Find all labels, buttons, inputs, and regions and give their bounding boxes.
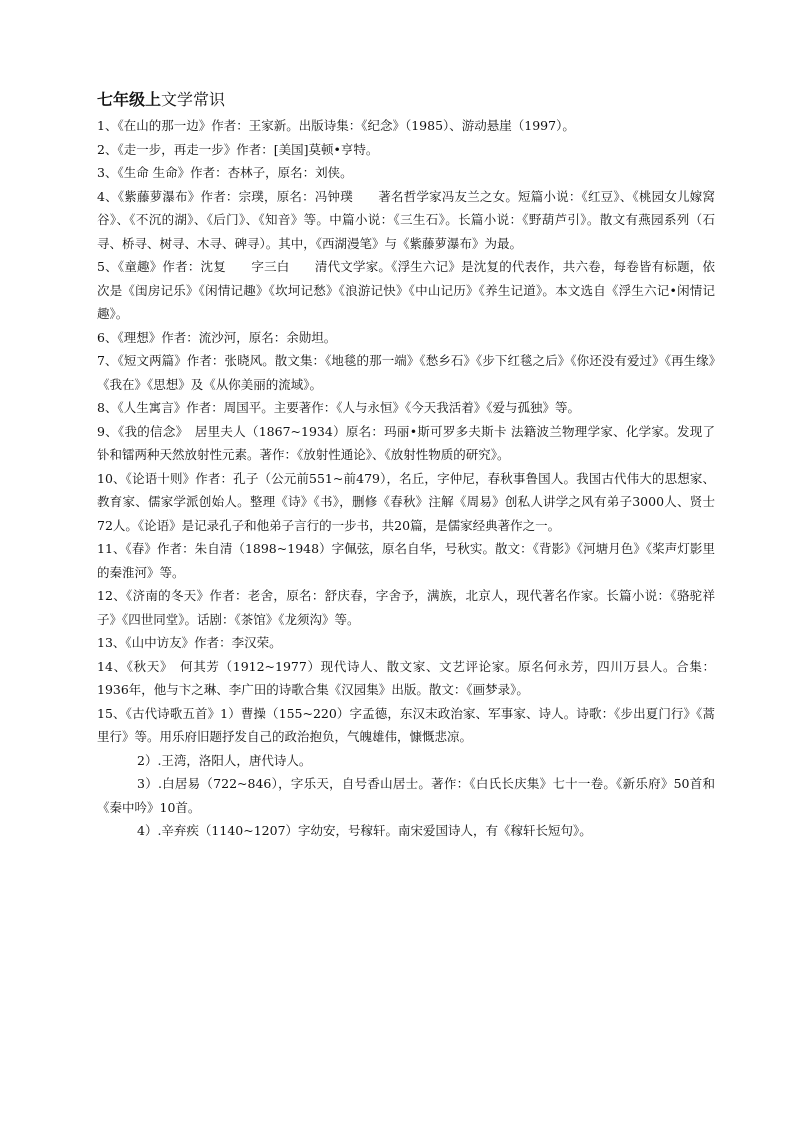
entry-15: 15、《古代诗歌五首》1）曹操（155~220）字孟德，东汉末政治家、军事家、诗人。诗歌：《步出夏门行》《蒿里行》等。用乐府旧题抒发自己的政治抱负，气魄雄伟，慷慨悲凉。 [97, 705, 715, 744]
entry-7: 7、《短文两篇》作者：张晓风。散文集：《地毯的那一端》《愁乡石》《步下红毯之后》《你还没有爱过》《再生缘》《我在》《思想》及《从你美丽的流域》。 [97, 353, 715, 392]
entry-1: 1、《在山的那一边》作者：王家新。出版诗集：《纪念》（1985）、游动悬崖（1997）。 [97, 118, 575, 133]
sub-item-4: 4）.辛弃疾（1140~1207）字幼安，号稼轩。南宋爱国诗人，有《稼轩长短句》。 [137, 823, 592, 838]
entry-3: 3、《生命 生命》作者：杏林子，原名：刘侠。 [97, 165, 353, 180]
entry-5: 5、《童趣》作者：沈复 字三白 清代文学家。《浮生六记》是沈复的代表作，共六卷，每卷皆有标题，依次是《闺房记乐》《闲情记趣》《坎坷记愁》《浪游记快》《中山记历》《养生记道》。本文选自《浮生六记•闲情记趣》。 [97, 259, 715, 321]
entry-13: 13、《山中访友》作者：李汉荣。 [97, 635, 282, 650]
sub-item-3: 3）.白居易（722~846），字乐天，自号香山居士。著作：《白氏长庆集》七十一卷。《新乐府》50首和《秦中吟》10首。 [97, 776, 715, 815]
page-title-bold: 七年级上 [97, 90, 162, 109]
entry-12: 12、《济南的冬天》作者：老舍，原名：舒庆春，字舍予，满族，北京人，现代著名作家。长篇小说：《骆驼祥子》《四世同堂》。话剧：《茶馆》《龙须沟》等。 [97, 588, 715, 627]
document-body [97, 88, 715, 843]
entry-9: 9、《我的信念》 居里夫人（1867~1934）原名：玛丽•斯可罗多夫斯卡 法籍波兰物理学家、化学家。发现了钋和镭两种天然放射性元素。著作：《放射性通论》、《放射性物质的研究》。 [97, 423, 715, 462]
page-title-rest: 文学常识 [161, 90, 226, 109]
entry-11: 11、《春》作者：朱自清（1898~1948）字佩弦，原名自华，号秋实。散文：《背影》《河塘月色》《桨声灯影里的秦淮河》等。 [97, 541, 715, 580]
entry-14: 14、《秋天》 何其芳（1912~1977）现代诗人、散文家、文艺评论家。原名何永芳，四川万县人。合集：1936年，他与卞之琳、李广田的诗歌合集《汉园集》出版。散文：《画梦录》。 [97, 658, 715, 697]
entry-6: 6、《理想》作者：流沙河，原名：余勋坦。 [97, 329, 337, 345]
page-title [97, 88, 715, 112]
sub-item-2: 2）.王湾，洛阳人，唐代诗人。 [137, 752, 312, 768]
entry-10: 10、《论语十则》作者：孔子（公元前551~前479），名丘，字仲尼，春秋事鲁国人。我国古代伟大的思想家、教育家、儒家学派创始人。整理《诗》《书》，删修《春秋》注解《周易》创私人讲学之风有弟子3000人、贤士72人。《论语》是记录孔子和他弟子言行的一步书，共20篇，是儒家经典著作之一。 [97, 470, 715, 533]
entry-4: 4、《紫藤萝瀑布》作者：宗璞，原名：冯钟璞 著名哲学家冯友兰之女。短篇小说：《红豆》、《桃园女儿嫁窝谷》、《不沉的湖》、《后门》、《知音》等。中篇小说：《三生石》。长篇小说：《野葫芦引》。散文有燕园系列（石寻、桥寻、树寻、木寻、碑寻）。其中，《西湖漫笔》与《紫藤萝瀑布》为最。 [97, 188, 715, 251]
entry-2: 2、《走一步，再走一步》作者：[美国]莫顿•亨特。 [97, 141, 379, 157]
entry-8: 8、《人生寓言》作者：周国平。主要著作：《人与永恒》《今天我活着》《爱与孤独》等。 [97, 400, 580, 415]
